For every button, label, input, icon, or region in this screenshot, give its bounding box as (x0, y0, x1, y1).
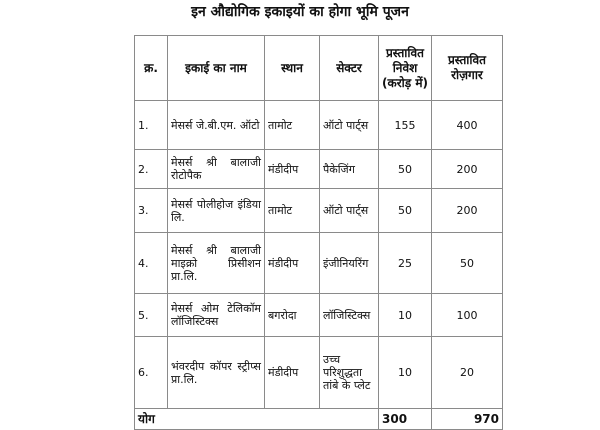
row-employment: 400 (432, 101, 503, 150)
row-sector: इंजीनियरिंग (320, 233, 379, 294)
header-employment: प्रस्तावित रोज़गार (432, 36, 503, 101)
row-location: मंडीदीप (265, 150, 320, 189)
row-serial: 2. (135, 150, 168, 189)
row-serial: 6. (135, 337, 168, 409)
table-header-row (135, 36, 503, 101)
row-unit-name: मेसर्स श्री बालाजी माइक्रो प्रिसीशन प्रा.लि. (168, 233, 265, 294)
row-employment: 20 (432, 337, 503, 409)
header-serial: क्र. (135, 36, 168, 101)
row-investment: 10 (379, 294, 432, 337)
row-serial: 5. (135, 294, 168, 337)
total-row (135, 409, 503, 430)
total-label: योग (135, 409, 379, 430)
row-employment: 50 (432, 233, 503, 294)
row-sector: ऑटो पार्ट्स (320, 189, 379, 233)
row-unit-name: भंवरदीप कॉपर स्ट्रीप्स प्रा.लि. (168, 337, 265, 409)
table-row (135, 294, 503, 337)
total-investment: 300 (379, 409, 432, 430)
table-row (135, 189, 503, 233)
row-location: तामोट (265, 101, 320, 150)
table-row (135, 101, 503, 150)
header-investment: प्रस्तावित निवेश (करोड़ में) (379, 36, 432, 101)
row-investment: 50 (379, 189, 432, 233)
row-investment: 10 (379, 337, 432, 409)
industrial-units-table (134, 35, 503, 430)
row-unit-name: मेसर्स जे.बी.एम. ऑटो (168, 101, 265, 150)
row-location: तामोट (265, 189, 320, 233)
row-unit-name: मेसर्स ओम टेलिकॉम लॉजिस्टिक्स (168, 294, 265, 337)
row-serial: 4. (135, 233, 168, 294)
document-title: इन औद्योगिक इकाइयों का होगा भूमि पूजन (191, 4, 409, 20)
header-location: स्थान (265, 36, 320, 101)
table-row (135, 233, 503, 294)
row-investment: 50 (379, 150, 432, 189)
table-row (135, 337, 503, 409)
row-employment: 100 (432, 294, 503, 337)
row-location: बगरोदा (265, 294, 320, 337)
row-employment: 200 (432, 189, 503, 233)
row-sector: पैकेजिंग (320, 150, 379, 189)
row-employment: 200 (432, 150, 503, 189)
row-unit-name: मेसर्स पोलीहोज इंडिया लि. (168, 189, 265, 233)
row-sector: लॉजिस्टिक्स (320, 294, 379, 337)
row-sector: उच्च परिशुद्धता तांबे के प्लेट (320, 337, 379, 409)
row-serial: 3. (135, 189, 168, 233)
row-location: मंडीदीप (265, 233, 320, 294)
table-row (135, 150, 503, 189)
row-unit-name: मेसर्स श्री बालाजी रोटोपैक (168, 150, 265, 189)
row-investment: 25 (379, 233, 432, 294)
total-employment: 970 (432, 409, 503, 430)
header-unit-name: इकाई का नाम (168, 36, 265, 101)
row-serial: 1. (135, 101, 168, 150)
row-location: मंडीदीप (265, 337, 320, 409)
row-sector: ऑटो पार्ट्स (320, 101, 379, 150)
row-investment: 155 (379, 101, 432, 150)
header-sector: सेक्टर (320, 36, 379, 101)
